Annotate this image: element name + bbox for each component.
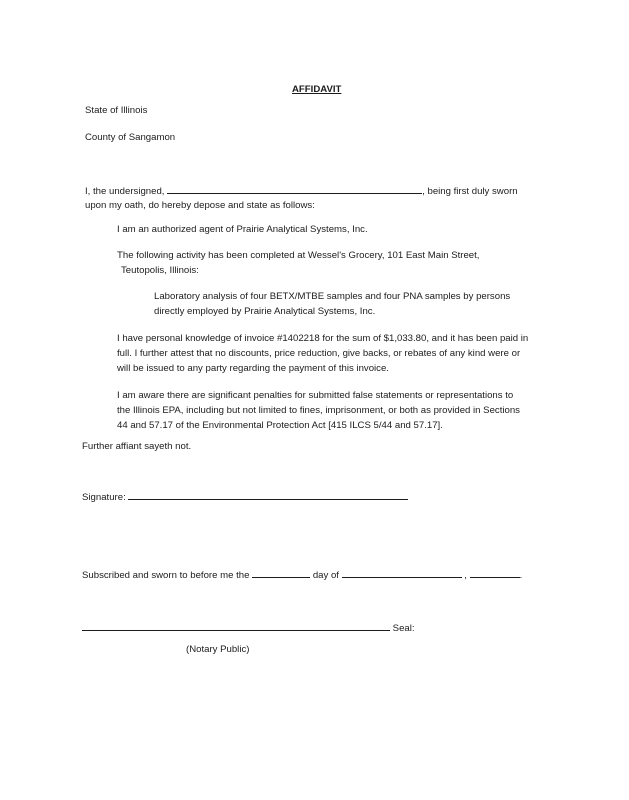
paragraph-invoice-line-3: will be issued to any party regarding the payment of this invoice. bbox=[117, 363, 389, 374]
paragraph-invoice-line-2: full. I further attest that no discounts, price reduction, give backs, or rebates of any kind were or bbox=[117, 348, 521, 359]
paragraph-penalties-line-2: the Illinois EPA, including but not limited to fines, imprisonment, or both as provided in Sections bbox=[117, 405, 520, 416]
intro-suffix: , being first duly sworn bbox=[422, 186, 518, 197]
paragraph-penalties-line-1: I am aware there are significant penalties for submitted false statements or representations to bbox=[117, 390, 514, 401]
notary-public-label: (Notary Public) bbox=[186, 644, 250, 655]
intro-prefix: I, the undersigned, bbox=[85, 186, 165, 197]
day-blank-line[interactable] bbox=[252, 567, 310, 578]
paragraph-activity-line-2: Teutopolis, Illinois: bbox=[121, 265, 199, 276]
county-line: County of Sangamon bbox=[85, 132, 176, 143]
month-blank-line[interactable] bbox=[342, 567, 462, 578]
period-mark: . bbox=[519, 570, 523, 581]
signature-row bbox=[82, 489, 408, 505]
year-blank-line[interactable] bbox=[470, 567, 520, 578]
activity-description-line-2: directly employed by Prairie Analytical Systems, Inc. bbox=[154, 306, 376, 317]
notary-signature-line[interactable] bbox=[82, 620, 390, 631]
subscribed-row bbox=[82, 567, 522, 583]
paragraph-authorized-agent: I am an authorized agent of Prairie Analytical Systems, Inc. bbox=[117, 224, 368, 235]
paragraph-invoice-line-1: I have personal knowledge of invoice #1402218 for the sum of $1,033.80, and it has been paid in bbox=[117, 333, 529, 344]
day-of-label: day of bbox=[312, 570, 339, 581]
notary-row bbox=[82, 620, 415, 636]
intro-line-1 bbox=[85, 183, 518, 199]
intro-line-2: upon my oath, do hereby depose and state as follows: bbox=[85, 200, 315, 211]
comma-separator: , bbox=[464, 570, 467, 581]
state-line: State of Illinois bbox=[85, 105, 148, 116]
paragraph-activity-line-1: The following activity has been completed at Wessel's Grocery, 101 East Main Street, bbox=[117, 250, 480, 261]
document-title: AFFIDAVIT bbox=[292, 84, 342, 95]
further-affiant-line: Further affiant sayeth not. bbox=[82, 441, 192, 452]
paragraph-penalties-line-3: 44 and 57.17 of the Environmental Protection Act [415 ILCS 5/44 and 57.17]. bbox=[117, 420, 443, 431]
name-blank-line[interactable] bbox=[167, 183, 422, 194]
activity-description-line-1: Laboratory analysis of four BETX/MTBE samples and four PNA samples by persons bbox=[154, 291, 511, 302]
seal-label: Seal: bbox=[392, 623, 415, 634]
signature-label: Signature: bbox=[82, 492, 126, 503]
subscribed-prefix: Subscribed and sworn to before me the bbox=[82, 570, 250, 581]
signature-line[interactable] bbox=[128, 489, 408, 500]
